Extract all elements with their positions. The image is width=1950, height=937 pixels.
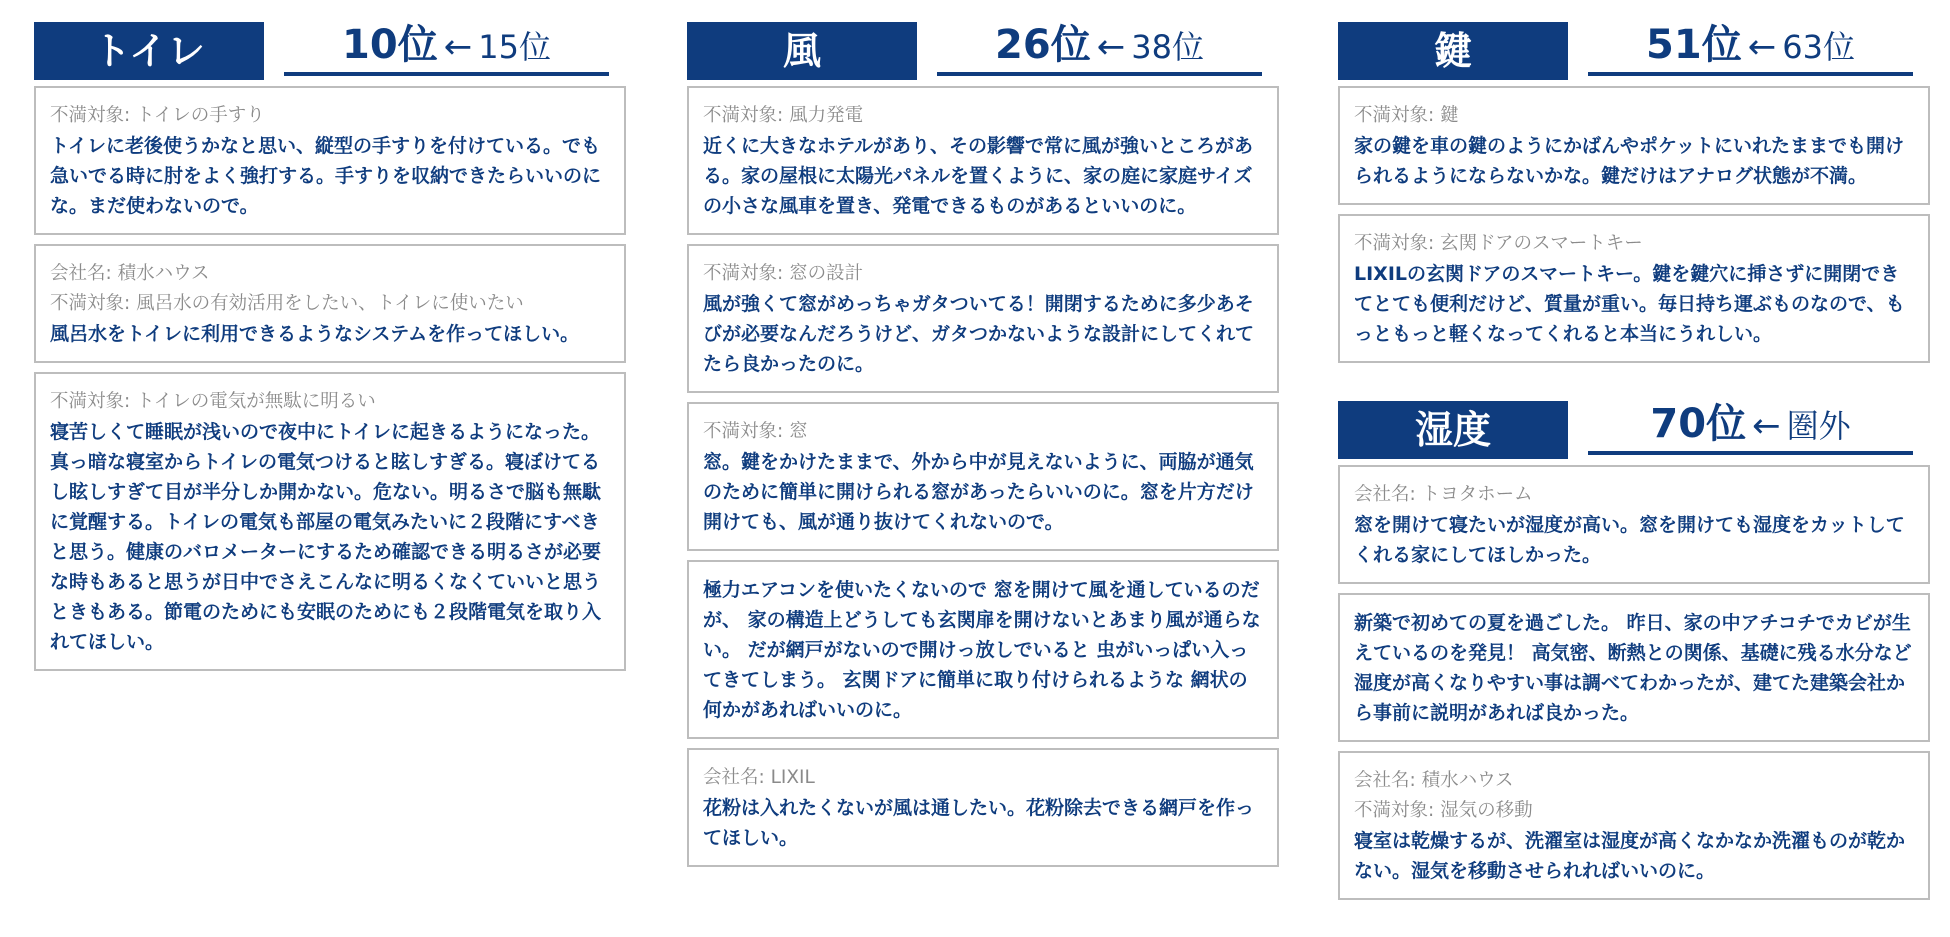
card-list [34, 86, 626, 671]
left-arrow-icon: ← [443, 27, 473, 67]
company-label: 会社名: LIXIL [703, 767, 815, 788]
company-label: 会社名: トヨタホーム [1354, 484, 1533, 505]
column-3 [1338, 0, 1930, 909]
comment-card [34, 86, 626, 235]
target-label: 不満対象: 窓 [703, 421, 808, 442]
left-arrow-icon: ← [1747, 27, 1777, 67]
rank-previous: 63位 [1782, 28, 1855, 66]
comment-text: LIXILの玄関ドアのスマートキー。鍵を鍵穴に挿さずに開閉できてとても便利だけど、質量が重い。毎日持ち運ぶものなので、もっともっと軽くなってくれると本当にうれしい。 [1354, 263, 1905, 345]
comment-card [34, 372, 626, 671]
rank-current: 10位 [342, 22, 438, 68]
comment-card [34, 244, 626, 363]
section-header [687, 0, 1279, 80]
company-label: 会社名: 積水ハウス [1354, 770, 1514, 791]
target-label: 不満対象: トイレの電気が無駄に明るい [50, 391, 376, 412]
target-label: 不満対象: 風力発電 [703, 105, 864, 126]
comment-card [1338, 751, 1930, 900]
section-header [1338, 0, 1930, 80]
section-header [1338, 379, 1930, 459]
comment-card [687, 402, 1279, 551]
rank-current: 51位 [1646, 22, 1742, 68]
comment-text: 家の鍵を車の鍵のようにかばんやポケットにいれたままでも開けられるようにならないかな。鍵だけはアナログ状態が不満。 [1354, 135, 1905, 187]
card-list [1338, 465, 1930, 900]
target-label: 不満対象: 玄関ドアのスマートキー [1354, 233, 1643, 254]
comment-text: 近くに大きなホテルがあり、その影響で常に風が強いところがある。家の屋根に太陽光パネルを置くように、家の庭に家庭サイズの小さな風車を置き、発電できるものがあるといいのに。 [703, 135, 1254, 217]
rank-previous: 圏外 [1786, 407, 1851, 445]
category-title: 鍵 [1338, 22, 1568, 80]
company-label: 会社名: 積水ハウス [50, 263, 210, 284]
comment-text: 新築で初めての夏を過ごした。 昨日、家の中アチコチでカビが生えているのを発見！ 高気密、断熱との関係、基礎に残る水分など湿度が高くなりやすい事は調べてわかったが、建てた建築会社から事前に説明があれば良かった。 [1354, 612, 1912, 724]
comment-text: 風呂水をトイレに利用できるようなシステムを作ってほしい。 [50, 323, 580, 345]
comment-card [687, 244, 1279, 393]
comment-text: 風が強くて窓がめっちゃガタついてる！開閉するために多少あそびが必要なんだろうけど、ガタつかないような設計にしてくれてたら良かったのに。 [703, 293, 1255, 375]
category-title: 湿度 [1338, 401, 1568, 459]
comment-text: 窓を開けて寝たいが湿度が高い。窓を開けても湿度をカットしてくれる家にしてほしかった。 [1354, 514, 1905, 566]
comment-card [687, 560, 1279, 739]
target-label: 不満対象: 風呂水の有効活用をしたい、トイレに使いたい [50, 293, 524, 314]
comment-card [687, 748, 1279, 867]
section-header [34, 0, 626, 80]
rank-current: 70位 [1650, 401, 1747, 447]
comment-card [1338, 465, 1930, 584]
target-label: 不満対象: トイレの手すり [50, 105, 265, 126]
comment-text: 極力エアコンを使いたくないので 窓を開けて風を通しているのだが、 家の構造上どうしても玄関扉を開けないとあまり風が通らない。 だが網戸がないので開けっ放しでいると 虫がいっぱい入ってきてしまう。 玄関ドアに簡単に取り付けられるような 網状の何かがあればいいのに。 [703, 579, 1261, 721]
rank-previous: 15位 [478, 28, 551, 66]
comment-card [1338, 214, 1930, 363]
comment-text: 窓。鍵をかけたままで、外から中が見えないように、両脇が通気のために簡単に開けられる窓があったらいいのに。窓を片方だけ開けても、風が通り抜けてくれないので。 [703, 451, 1254, 533]
comment-text: 寝室は乾燥するが、洗濯室は湿度が高くなかなか洗濯ものが乾かない。湿気を移動させられればいいのに。 [1354, 830, 1906, 882]
column-1 [34, 0, 626, 680]
comment-card [1338, 593, 1930, 742]
target-label: 不満対象: 湿気の移動 [1354, 800, 1533, 821]
comment-card [687, 86, 1279, 235]
category-title: 風 [687, 22, 917, 80]
rank-display [1588, 18, 1913, 76]
rank-display [1588, 397, 1913, 455]
comment-text: 寝苦しくて睡眠が浅いので夜中にトイレに起きるようになった。真っ暗な寝室からトイレの電気つけると眩しすぎる。寝ぼけてるし眩しすぎて目が半分しか開かない。危ない。明るさで脳も無駄に覚醒する。トイレの電気も部屋の電気みたいに２段階にすべきと思う。健康のバロメーターにするため確認できる明るさが必要な時もあると思うが日中でさえこんなに明るくなくていいと思うときもある。節電のためにも安眠のためにも２段階電気を取り入れてほしい。 [50, 421, 602, 653]
column-2 [687, 0, 1279, 876]
left-arrow-icon: ← [1096, 27, 1126, 67]
comment-text: 花粉は入れたくないが風は通したい。花粉除去できる網戸を作ってほしい。 [703, 797, 1255, 849]
left-arrow-icon: ← [1752, 406, 1781, 446]
rank-previous: 38位 [1131, 28, 1204, 66]
target-label: 不満対象: 窓の設計 [703, 263, 864, 284]
target-label: 不満対象: 鍵 [1354, 105, 1459, 126]
card-list [687, 86, 1279, 867]
comment-text: トイレに老後使うかなと思い、縦型の手すりを付けている。でも急いでる時に肘をよく強打する。手すりを収納できたらいいのにな。まだ使わないので。 [50, 135, 602, 217]
rank-current: 26位 [995, 22, 1091, 68]
rank-display [937, 18, 1262, 76]
card-list [1338, 86, 1930, 363]
rank-display [284, 18, 609, 76]
comment-card [1338, 86, 1930, 205]
category-title: トイレ [34, 22, 264, 80]
